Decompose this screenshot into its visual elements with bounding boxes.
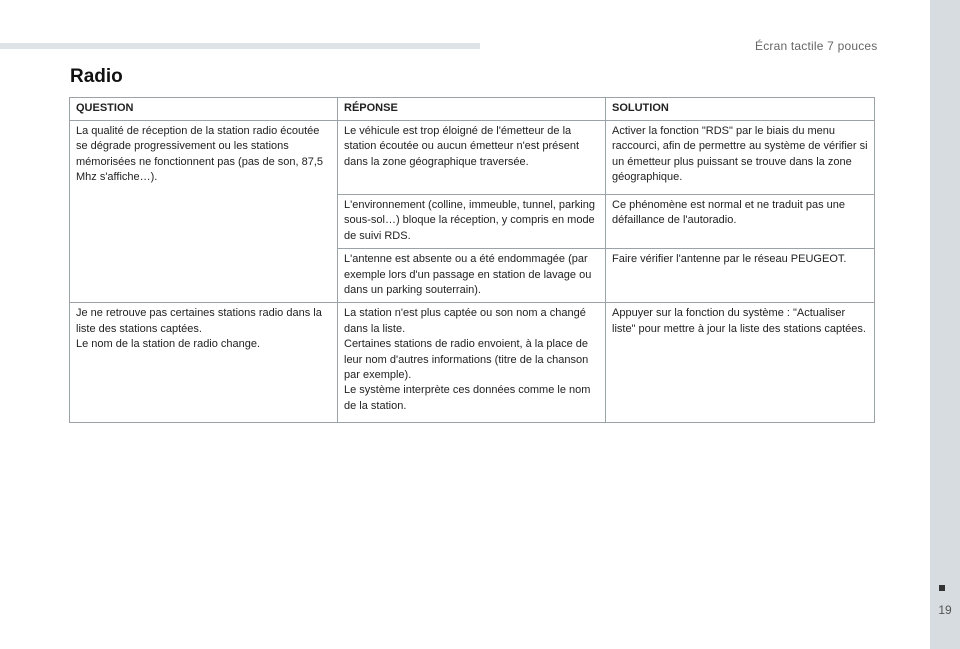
answer-cell: La station n'est plus captée ou son nom a changé dans la liste. Certaines stations de radio envoient, à la place de leur nom d'autres informations (titre de la chanson par exemple). Le système interprète ces données comme le nom de la station. — [338, 303, 606, 423]
header-solution: SOLUTION — [606, 98, 875, 121]
troubleshooting-table — [69, 97, 875, 423]
table-row — [70, 303, 875, 423]
solution-cell: Faire vérifier l'antenne par le réseau PEUGEOT. — [606, 249, 875, 303]
section-title: Radio — [70, 66, 123, 87]
page-marker-square — [939, 585, 945, 591]
answer-cell: Le véhicule est trop éloigné de l'émetteur de la station écoutée ou aucun émetteur n'est présent dans la zone géographique traversée. — [338, 121, 606, 195]
solution-cell: Appuyer sur la fonction du système : "Actualiser liste" pour mettre à jour la liste des stations captées. — [606, 303, 875, 423]
solution-cell: Activer la fonction "RDS" par le biais du menu raccourci, afin de permettre au système de vérifier si un émetteur plus puissant se trouve dans la zone géographique. — [606, 121, 875, 195]
table-row — [70, 121, 875, 195]
question-cell: Je ne retrouve pas certaines stations radio dans la liste des stations captées. Le nom de la station de radio change. — [70, 303, 338, 423]
solution-cell: Ce phénomène est normal et ne traduit pas une défaillance de l'autoradio. — [606, 195, 875, 249]
answer-cell: L'antenne est absente ou a été endommagée (par exemple lors d'un passage en station de lavage ou dans un parking souterrain). — [338, 249, 606, 303]
table-header-row — [70, 98, 875, 121]
header-answer: RÉPONSE — [338, 98, 606, 121]
chapter-title: Écran tactile 7 pouces — [755, 39, 878, 53]
page-number: 19 — [938, 603, 952, 617]
page-side-strip — [930, 0, 960, 649]
header-question: QUESTION — [70, 98, 338, 121]
question-cell: La qualité de réception de la station radio écoutée se dégrade progressivement ou les stations mémorisées ne fonctionnent pas (pas de son, 87,5 Mhz s'affiche…). — [70, 121, 338, 303]
answer-cell: L'environnement (colline, immeuble, tunnel, parking sous-sol…) bloque la réception, y compris en mode de suivi RDS. — [338, 195, 606, 249]
header-rule — [0, 43, 480, 49]
